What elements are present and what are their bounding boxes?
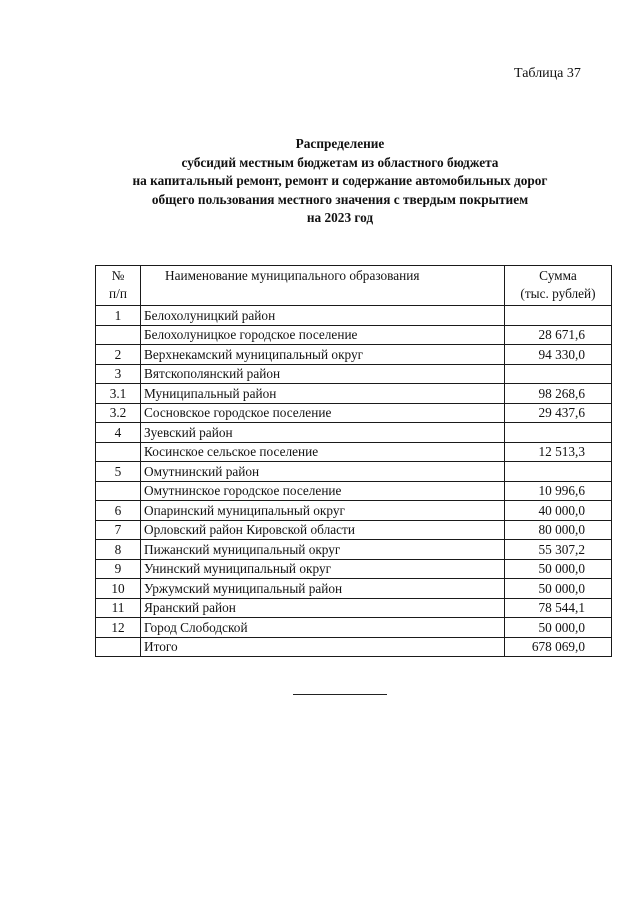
row-number xyxy=(96,481,141,501)
row-sum: 40 000,0 xyxy=(505,501,612,521)
row-name: Верхнекамский муниципальный округ xyxy=(141,345,505,365)
total-number-cell xyxy=(96,637,141,657)
row-number: 8 xyxy=(96,540,141,560)
table-body xyxy=(96,306,612,657)
row-sum xyxy=(505,423,612,443)
title-line: общего пользования местного значения с твердым покрытием xyxy=(151,191,529,207)
title-line: субсидий местным бюджетам из областного бюджета xyxy=(181,154,499,170)
table-header-row xyxy=(96,266,612,306)
row-number: 7 xyxy=(96,520,141,540)
row-number: 1 xyxy=(96,306,141,326)
row-number: 3.2 xyxy=(96,403,141,423)
row-sum xyxy=(505,306,612,326)
table-number-label: Таблица 37 xyxy=(514,66,581,81)
table-row xyxy=(96,598,612,618)
table-row xyxy=(96,423,612,443)
row-name: Пижанский муниципальный округ xyxy=(141,540,505,560)
table-row xyxy=(96,579,612,599)
row-sum: 10 996,6 xyxy=(505,481,612,501)
table-total-row xyxy=(96,637,612,657)
row-number: 2 xyxy=(96,345,141,365)
row-sum: 98 268,6 xyxy=(505,384,612,404)
header-name: Наименование муниципального образования xyxy=(141,266,505,306)
row-name: Город Слободской xyxy=(141,618,505,638)
table-row xyxy=(96,462,612,482)
end-divider-line xyxy=(293,694,387,695)
row-name: Опаринский муниципальный округ xyxy=(141,501,505,521)
row-name: Белохолуницкий район xyxy=(141,306,505,326)
row-name: Зуевский район xyxy=(141,423,505,443)
table-row xyxy=(96,520,612,540)
header-number xyxy=(96,266,141,306)
document-title xyxy=(60,135,620,228)
row-name: Косинское сельское поселение xyxy=(141,442,505,462)
row-number xyxy=(96,325,141,345)
row-sum: 50 000,0 xyxy=(505,559,612,579)
table-row xyxy=(96,384,612,404)
row-number: 3.1 xyxy=(96,384,141,404)
table-row xyxy=(96,540,612,560)
row-name: Белохолуницкое городское поселение xyxy=(141,325,505,345)
table-row xyxy=(96,345,612,365)
row-name: Вятскополянский район xyxy=(141,364,505,384)
row-sum: 78 544,1 xyxy=(505,598,612,618)
row-number: 9 xyxy=(96,559,141,579)
table-row xyxy=(96,501,612,521)
row-sum: 50 000,0 xyxy=(505,579,612,599)
table-row xyxy=(96,403,612,423)
row-name: Муниципальный район xyxy=(141,384,505,404)
row-number: 4 xyxy=(96,423,141,443)
distribution-table xyxy=(95,265,612,657)
row-sum: 29 437,6 xyxy=(505,403,612,423)
header-sum-line1: Сумма xyxy=(539,268,577,283)
header-number-line2: п/п xyxy=(109,286,127,301)
row-number: 5 xyxy=(96,462,141,482)
table-row xyxy=(96,618,612,638)
row-number xyxy=(96,442,141,462)
header-number-line1: № xyxy=(111,268,125,283)
table-row xyxy=(96,306,612,326)
row-sum xyxy=(505,364,612,384)
row-name: Омутнинское городское поселение xyxy=(141,481,505,501)
row-name: Уржумский муниципальный район xyxy=(141,579,505,599)
row-sum xyxy=(505,462,612,482)
row-sum: 12 513,3 xyxy=(505,442,612,462)
header-sum xyxy=(505,266,612,306)
table-row xyxy=(96,442,612,462)
header-sum-line2: (тыс. рублей) xyxy=(520,286,596,301)
row-sum: 94 330,0 xyxy=(505,345,612,365)
row-number: 10 xyxy=(96,579,141,599)
row-number: 11 xyxy=(96,598,141,618)
row-sum: 28 671,6 xyxy=(505,325,612,345)
title-line: Распределение xyxy=(295,136,385,151)
row-name: Омутнинский район xyxy=(141,462,505,482)
row-sum: 80 000,0 xyxy=(505,520,612,540)
table-row xyxy=(96,364,612,384)
table-row xyxy=(96,325,612,345)
table-row xyxy=(96,481,612,501)
row-name: Унинский муниципальный округ xyxy=(141,559,505,579)
row-name: Яранский район xyxy=(141,598,505,618)
row-number: 6 xyxy=(96,501,141,521)
title-line: на капитальный ремонт, ремонт и содержание автомобильных дорог xyxy=(132,173,548,188)
row-name: Сосновское городское поселение xyxy=(141,403,505,423)
total-sum: 678 069,0 xyxy=(505,637,612,657)
row-sum: 50 000,0 xyxy=(505,618,612,638)
total-label: Итого xyxy=(141,637,505,657)
row-number: 3 xyxy=(96,364,141,384)
row-sum: 55 307,2 xyxy=(505,540,612,560)
row-number: 12 xyxy=(96,618,141,638)
title-line: на 2023 год xyxy=(306,210,374,225)
table-row xyxy=(96,559,612,579)
row-name: Орловский район Кировской области xyxy=(141,520,505,540)
